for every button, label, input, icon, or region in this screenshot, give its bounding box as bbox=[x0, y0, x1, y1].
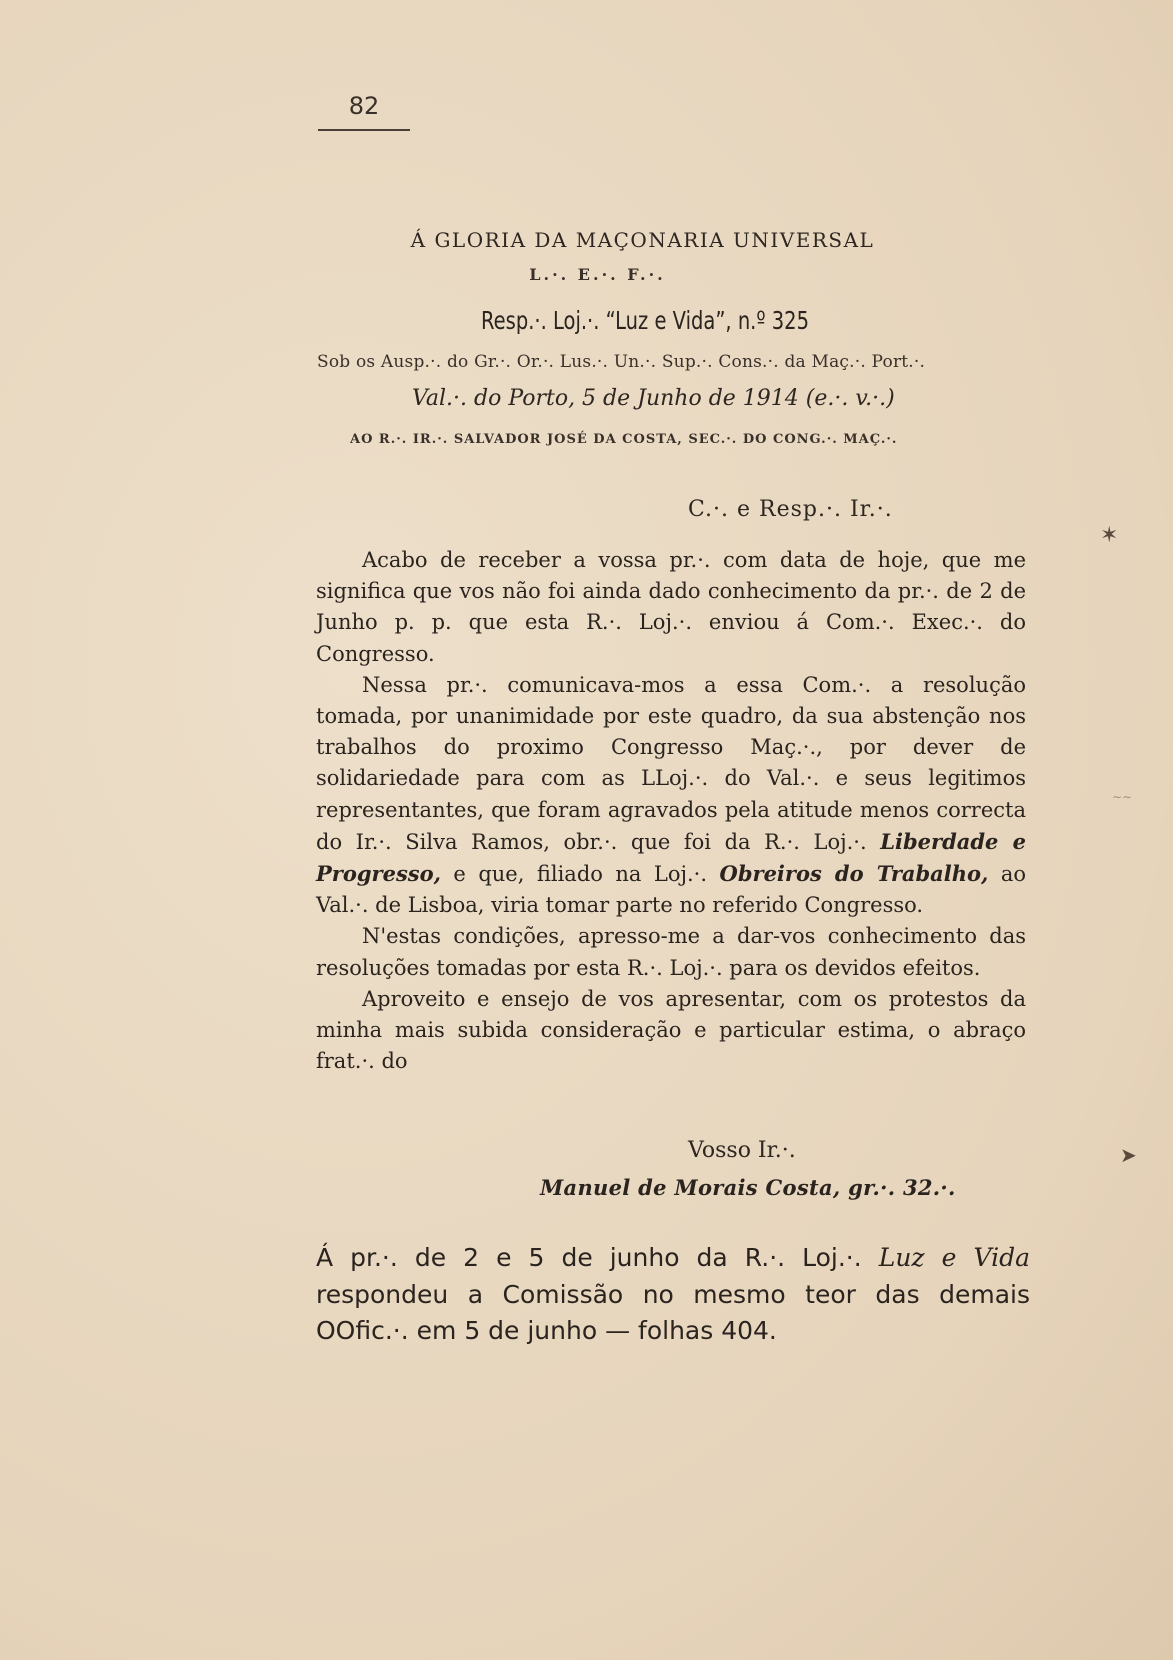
lodge-name-obreiros: Obreiros do Trabalho, bbox=[719, 861, 989, 887]
letterhead-valley-date: Val.·. do Porto, 5 de Junho de 1914 (e.·. v.·.) bbox=[412, 386, 895, 411]
closing: Vosso Ir.·. bbox=[688, 1138, 796, 1163]
salutation: C.·. e Resp.·. Ir.·. bbox=[688, 497, 893, 522]
letter-paragraph-2 bbox=[316, 670, 1026, 922]
letterhead-title: Á GLORIA DA MAÇONARIA UNIVERSAL bbox=[410, 228, 875, 252]
letter-paragraph-1: Acabo de receber a vossa pr.·. com data de hoje, que me significa que vos não foi ainda dado conhecimento da pr.·. de 2 de Junho p. p. que esta R.·. Loj.·. enviou á Com.·. Exec.·. do Congresso. bbox=[316, 548, 1026, 666]
letterhead-auspices: Sob os Ausp.·. do Gr.·. Or.·. Lus.·. Un.·. Sup.·. Cons.·. da Maç.·. Port.·. bbox=[317, 352, 926, 372]
note-lodge-name: Luz e Vida bbox=[878, 1243, 1030, 1272]
margin-smudge-icon: ∼∼ bbox=[1112, 790, 1133, 804]
signature: Manuel de Morais Costa, gr.·. 32.·. bbox=[540, 1175, 956, 1200]
note-part-b: respondeu a Comissão no mesmo teor das demais OOfic.·. em 5 de junho — folhas 404. bbox=[316, 1279, 1030, 1345]
letterhead-lodge: Resp.·. Loj.·. “Luz e Vida”, n.º 325 bbox=[480, 306, 809, 335]
letter-body bbox=[316, 545, 1026, 1077]
page-number: 82 bbox=[348, 92, 380, 120]
letter-paragraph-2-part-c: ao Val.·. de Lisboa, viria tomar parte no referido Congresso. bbox=[316, 862, 1026, 918]
lodge-name-liberdade: Liberdade e Progresso, bbox=[316, 828, 1026, 887]
note-part-a: Á pr.·. de 2 e 5 de junho da R.·. Loj.·. bbox=[316, 1243, 862, 1272]
margin-mark-icon: ✶ bbox=[1100, 523, 1119, 548]
letter-paragraph-2-part-b: e que, filiado na Loj.·. bbox=[453, 862, 708, 887]
letterhead-motto: L.·. E.·. F.·. bbox=[529, 265, 666, 284]
letter-paragraph-4: Aproveito e ensejo de vos apresentar, com os protestos da minha mais subida consideração e particular estima, o abraço frat.·. do bbox=[316, 986, 1026, 1074]
letter-paragraph-2-part-a: Nessa pr.·. comunicava-mos a essa Com.·. a resolução tomada, por unanimidade por este quadro, da sua abstenção nos trabalhos do proximo Congresso Maç.·., por dever de solidariedade para com as LLoj.·. do Val.·. e seus legitimos representantes, que foram agravados pela atitude menos correcta do Ir.·. Silva Ramos, obr.·. que foi da R.·. Loj.·. bbox=[316, 672, 1026, 854]
margin-arrow-icon: ➤ bbox=[1120, 1143, 1137, 1167]
archival-note bbox=[316, 1240, 1030, 1350]
letter-paragraph-3: N'estas condições, apresso-me a dar-vos conhecimento das resoluções tomadas por esta R.·. Loj.·. para os devidos efeitos. bbox=[316, 924, 1026, 980]
letterhead-addressee: AO R.·. IR.·. SALVADOR JOSÉ DA COSTA, SEC.·. DO CONG.·. MAÇ.·. bbox=[350, 432, 898, 447]
page-number-rule bbox=[318, 129, 410, 131]
